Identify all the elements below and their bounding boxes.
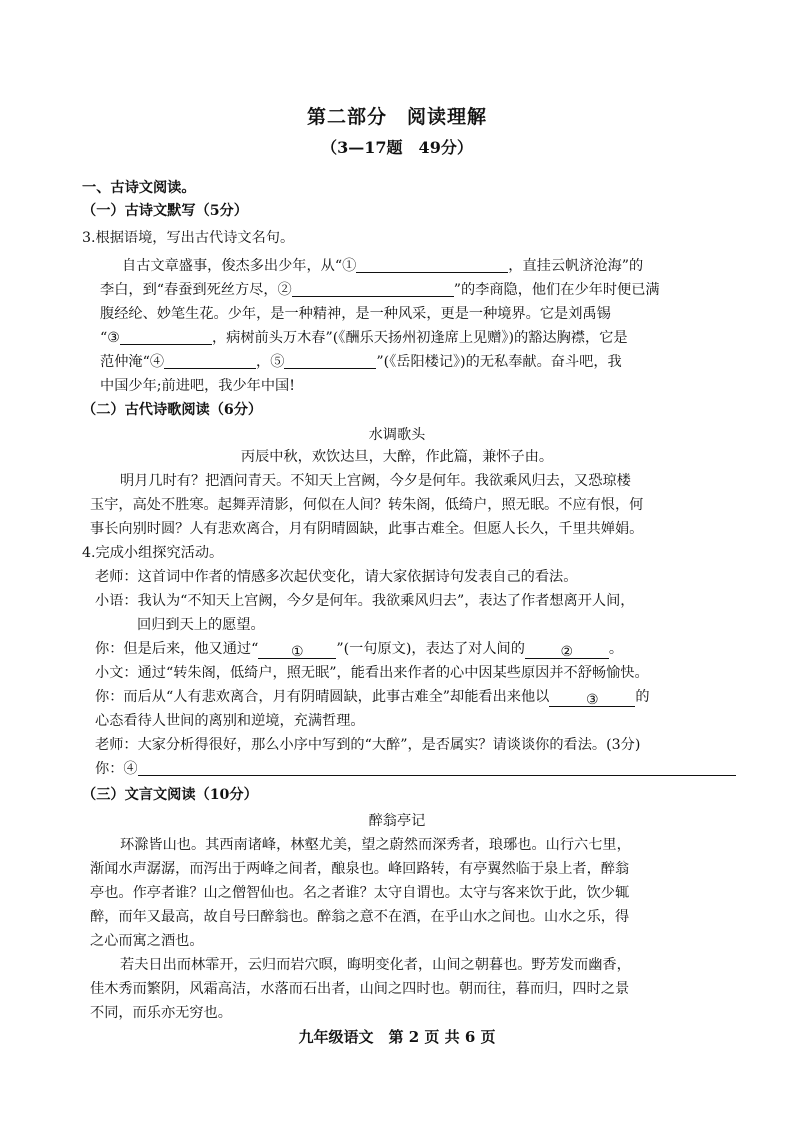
q3-text: 范仲淹“④ (100, 354, 165, 370)
answer-blank-q4-2[interactable]: ② (525, 642, 609, 659)
page-subtitle: （3—17题 49分） (321, 138, 473, 157)
poem-title: 水调歌头 (368, 427, 426, 443)
essay-line: 渐闻水声潺潺，而泻出于两峰之间者，酿泉也。峰回路转，有亭翼然临于泉上者，醉翁 (90, 861, 630, 877)
q3-line-3: 腹经纶、妙笔生花。少年，是一种精神，是一种风采，更是一种境界。它是刘禹锡 (100, 306, 611, 322)
answer-blank-5[interactable] (284, 352, 376, 369)
subsection-heading-2: （二）古代诗歌阅读（6分） (82, 402, 263, 418)
answer-blank-q4-4[interactable] (138, 759, 736, 776)
page-title: 第二部分 阅读理解 (306, 106, 487, 128)
dialogue-teacher-1: 老师：这首词中作者的情感多次起伏变化，请大家依据诗句发表自己的看法。 (95, 569, 578, 585)
poem-line: 事长向别时圆？人有悲欢离合，月有阴晴圆缺，此事古难全。但愿人长久，千里共婵娟。 (90, 521, 644, 537)
poem-preface: 丙辰中秋，欢饮达旦，大醉，作此篇，兼怀子由。 (240, 449, 554, 465)
dialogue-text: 你：而后从“人有悲欢离合，月有阴晴圆缺，此事古难全”却能看出来他以 (95, 689, 550, 705)
subsection-heading-3: （三）文言文阅读（10分） (82, 787, 258, 803)
q3-line-4 (100, 328, 628, 348)
q3-line-1 (122, 256, 643, 276)
dialogue-you-3: 心态看待人世间的离别和逆境，充满哲理。 (95, 713, 365, 729)
essay-line: 之心而寓之酒也。 (90, 933, 204, 949)
answer-blank-q4-1[interactable]: ① (258, 642, 336, 659)
q3-line-6: 中国少年;前进吧，我少年中国! (100, 378, 295, 394)
question-3-stem: 3.根据语境，写出古代诗文名句。 (82, 230, 295, 246)
q3-text: 李白，到“春蚕到死丝方尽，② (100, 282, 292, 298)
question-4-stem: 4.完成小组探究活动。 (82, 545, 224, 561)
dialogue-xiaowen-1: 小文：通过“转朱阁，低绮户，照无眠”，能看出来作者的心中因某些原因并不舒畅愉快。 (95, 665, 649, 681)
section-heading: 一、古诗文阅读。 (82, 180, 196, 196)
essay-line: 环滁皆山也。其西南诸峰，林壑尤美，望之蔚然而深秀者，琅琊也。山行六七里， (120, 837, 631, 853)
q3-text: ，直挂云帆济沧海”的 (508, 258, 644, 274)
q3-text: “③ (100, 330, 120, 346)
essay-line: 若夫日出而林霏开，云归而岩穴暝，晦明变化者，山间之朝暮也。野芳发而幽香， (120, 957, 631, 973)
q3-text: ，病树前头万木春”(《酬乐天扬州初逢席上见赠》)的豁达胸襟，它是 (211, 330, 628, 346)
q3-text: ”(《岳阳楼记》)的无私奉献。奋斗吧，我 (376, 354, 622, 370)
dialogue-text: ”(一句原文)，表达了对人间的 (336, 641, 525, 657)
poem-line: 玉宇，高处不胜寒。起舞弄清影，何似在人间？转朱阁，低绮户，照无眠。不应有恨，何 (90, 497, 644, 513)
answer-blank-2[interactable] (292, 280, 454, 297)
answer-blank-q4-3[interactable]: ③ (549, 690, 635, 707)
q3-line-5 (100, 352, 622, 372)
essay-title: 醉翁亭记 (368, 813, 426, 829)
essay-line: 不同，而乐亦无穷也。 (90, 1005, 232, 1021)
essay-line: 亭也。作亭者谁？山之僧智仙也。名之者谁？太守自谓也。太守与客来饮于此，饮少辄 (90, 885, 630, 901)
answer-blank-4[interactable] (164, 352, 256, 369)
q3-text: ，⑤ (256, 354, 285, 370)
answer-blank-1[interactable] (356, 256, 508, 273)
dialogue-you-4 (95, 759, 736, 779)
dialogue-you-2 (95, 687, 650, 707)
answer-blank-3[interactable] (120, 328, 212, 345)
dialogue-xiaoyu-2: 回归到天上的愿望。 (137, 617, 265, 633)
dialogue-teacher-2: 老师：大家分析得很好，那么小序中写到的“大醉”，是否属实？请谈谈你的看法。(3分) (95, 737, 641, 753)
subsection-heading-1: （一）古诗文默写（5分） (82, 203, 248, 219)
essay-line: 醉，而年又最高，故自号曰醉翁也。醉翁之意不在酒，在乎山水之间也。山水之乐，得 (90, 909, 630, 925)
poem-line: 明月几时有？把酒问青天。不知天上宫阙，今夕是何年。我欲乘风归去，又恐琼楼 (120, 473, 631, 489)
dialogue-text: 你：但是后来，他又通过“ (95, 641, 259, 657)
essay-line: 佳木秀而繁阴，风霜高洁，水落而石出者，山间之四时也。朝而往，暮而归，四时之景 (90, 981, 630, 997)
dialogue-you-1 (95, 639, 623, 659)
dialogue-text: 的 (635, 689, 650, 705)
dialogue-text: 你：④ (95, 761, 138, 777)
q3-line-2 (100, 280, 660, 300)
q3-text: ”的李商隐，他们在少年时便已满 (453, 282, 660, 298)
q3-text: 自古文章盛事，俊杰多出少年，从“① (122, 258, 357, 274)
page-footer: 九年级语文 第 2 页 共 6 页 (298, 1028, 496, 1046)
dialogue-xiaoyu-1: 小语：我认为“不知天上宫阙，今夕是何年。我欲乘风归去”，表达了作者想离开人间， (95, 593, 635, 609)
dialogue-text: 。 (608, 641, 624, 657)
